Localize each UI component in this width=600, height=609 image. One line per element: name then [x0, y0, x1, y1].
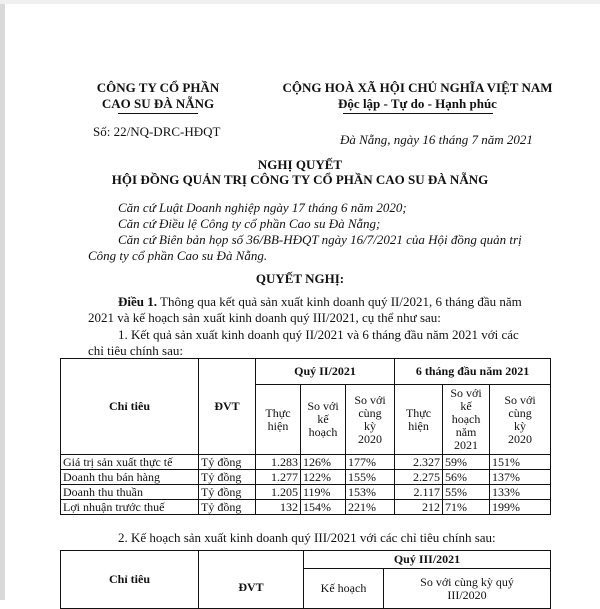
header-q2-vs-plan: So với kế hoạch	[301, 385, 346, 455]
basis-line: Công ty cổ phần Cao su Đà Nẵng.	[88, 248, 268, 263]
cell-unit: Tỷ đồng	[199, 455, 256, 470]
cell-q2-prior: 153%	[346, 485, 395, 500]
item1-line1: 1. Kết quả sản xuất kinh doanh quý II/2021 và 6 tháng đầu năm 2021 với các	[118, 327, 519, 342]
cell-q2-plan: 154%	[301, 500, 346, 515]
cell-q2-actual: 1.283	[256, 455, 301, 470]
basis-line: Căn cứ Điều lệ Công ty cổ phần Cao su Đà Nẵng;	[118, 216, 381, 231]
document-subtitle: HỘI ĐỒNG QUẢN TRỊ CÔNG TY CỔ PHẦN CAO SU ĐÀ NẴNG	[111, 172, 489, 187]
cell-h1-actual: 2.327	[395, 455, 443, 470]
cell-unit: Tỷ đồng	[199, 485, 256, 500]
table-row	[61, 455, 551, 470]
cell-h1-actual: 2.117	[395, 485, 443, 500]
cell-q2-prior: 221%	[346, 500, 395, 515]
article1-line1	[118, 294, 522, 310]
company-underline	[118, 113, 198, 114]
resolution-heading: QUYẾT NGHỊ:	[255, 271, 345, 286]
header-q2: Quý II/2021	[256, 359, 395, 385]
basis-line: Căn cứ Biên bản họp số 36/BB-HĐQT ngày 16/7/2021 của Hội đồng quản trị	[118, 232, 522, 247]
cell-q2-actual: 1.277	[256, 470, 301, 485]
article1-line2: 2021 và kế hoạch sản xuất kinh doanh quý III/2021, cụ thể như sau:	[88, 310, 441, 325]
table-row	[61, 470, 551, 485]
cell-h1-actual: 2.275	[395, 470, 443, 485]
place-date: Đà Nẵng, ngày 16 tháng 7 năm 2021	[340, 132, 533, 147]
header-plan: Kế hoạch	[304, 569, 384, 609]
header-indicator: Chỉ tiêu	[61, 551, 199, 609]
scan-edge	[0, 0, 5, 600]
header-h1-vs-plan: So với kế hoạch năm 2021	[443, 385, 490, 455]
cell-h1-plan: 59%	[443, 455, 490, 470]
header-unit: ĐVT	[199, 551, 304, 609]
cell-h1-plan: 55%	[443, 485, 490, 500]
national-motto: Độc lập - Tự do - Hạnh phúc	[338, 96, 497, 111]
cell-unit: Tỷ đồng	[199, 500, 256, 515]
header-h1-vs-prior: So với cùng kỳ 2020	[490, 385, 551, 455]
header-q3: Quý III/2021	[304, 551, 551, 569]
cell-h1-plan: 71%	[443, 500, 490, 515]
document-title: NGHỊ QUYẾT	[257, 157, 343, 172]
cell-q2-actual: 132	[256, 500, 301, 515]
cell-q2-prior: 155%	[346, 470, 395, 485]
cell-h1-prior: 199%	[490, 500, 551, 515]
cell-h1-prior: 137%	[490, 470, 551, 485]
header-q2-actual: Thực hiện	[256, 385, 301, 455]
document-number: Số: 22/NQ-DRC-HĐQT	[93, 124, 221, 139]
cell-h1-prior: 151%	[490, 455, 551, 470]
motto-underline	[343, 113, 493, 114]
cell-indicator: Lợi nhuận trước thuế	[61, 500, 199, 515]
header-h1-actual: Thực hiện	[395, 385, 443, 455]
header-q2-vs-prior: So với cùng kỳ 2020	[346, 385, 395, 455]
cell-indicator: Doanh thu bán hàng	[61, 470, 199, 485]
header-h1: 6 tháng đầu năm 2021	[395, 359, 551, 385]
cell-indicator: Giá trị sản xuất thực tế	[61, 455, 199, 470]
table-row	[61, 500, 551, 515]
cell-h1-plan: 56%	[443, 470, 490, 485]
cell-h1-actual: 212	[395, 500, 443, 515]
header-vs-prior: So với cùng kỳ quý III/2020	[384, 569, 551, 609]
plan-table	[60, 550, 551, 609]
cell-unit: Tỷ đồng	[199, 470, 256, 485]
cell-q2-plan: 126%	[301, 455, 346, 470]
article1-label: Điều 1.	[118, 294, 157, 309]
table-row	[61, 485, 551, 500]
item2-line: 2. Kế hoạch sản xuất kinh doanh quý III/2021 với các chỉ tiêu chính sau:	[118, 530, 496, 545]
header-unit: ĐVT	[199, 359, 256, 455]
results-table	[60, 358, 551, 515]
cell-q2-prior: 177%	[346, 455, 395, 470]
cell-q2-actual: 1.205	[256, 485, 301, 500]
company-name-line2: CAO SU ĐÀ NẴNG	[101, 96, 215, 111]
national-title: CỘNG HOÀ XÃ HỘI CHỦ NGHĨA VIỆT NAM	[282, 80, 553, 95]
header-indicator: Chỉ tiêu	[61, 359, 199, 455]
cell-q2-plan: 119%	[301, 485, 346, 500]
article1-text: Thông qua kết quả sản xuất kinh doanh quý II/2021, 6 tháng đầu năm	[157, 294, 522, 309]
scan-edge-top	[0, 0, 600, 4]
basis-line: Căn cứ Luật Doanh nghiệp ngày 17 tháng 6 năm 2020;	[118, 200, 407, 215]
cell-q2-plan: 122%	[301, 470, 346, 485]
cell-h1-prior: 133%	[490, 485, 551, 500]
cell-indicator: Doanh thu thuần	[61, 485, 199, 500]
company-name-line1: CÔNG TY CỔ PHẦN	[96, 80, 220, 95]
item1-line2: chỉ tiêu chính sau:	[88, 343, 183, 358]
